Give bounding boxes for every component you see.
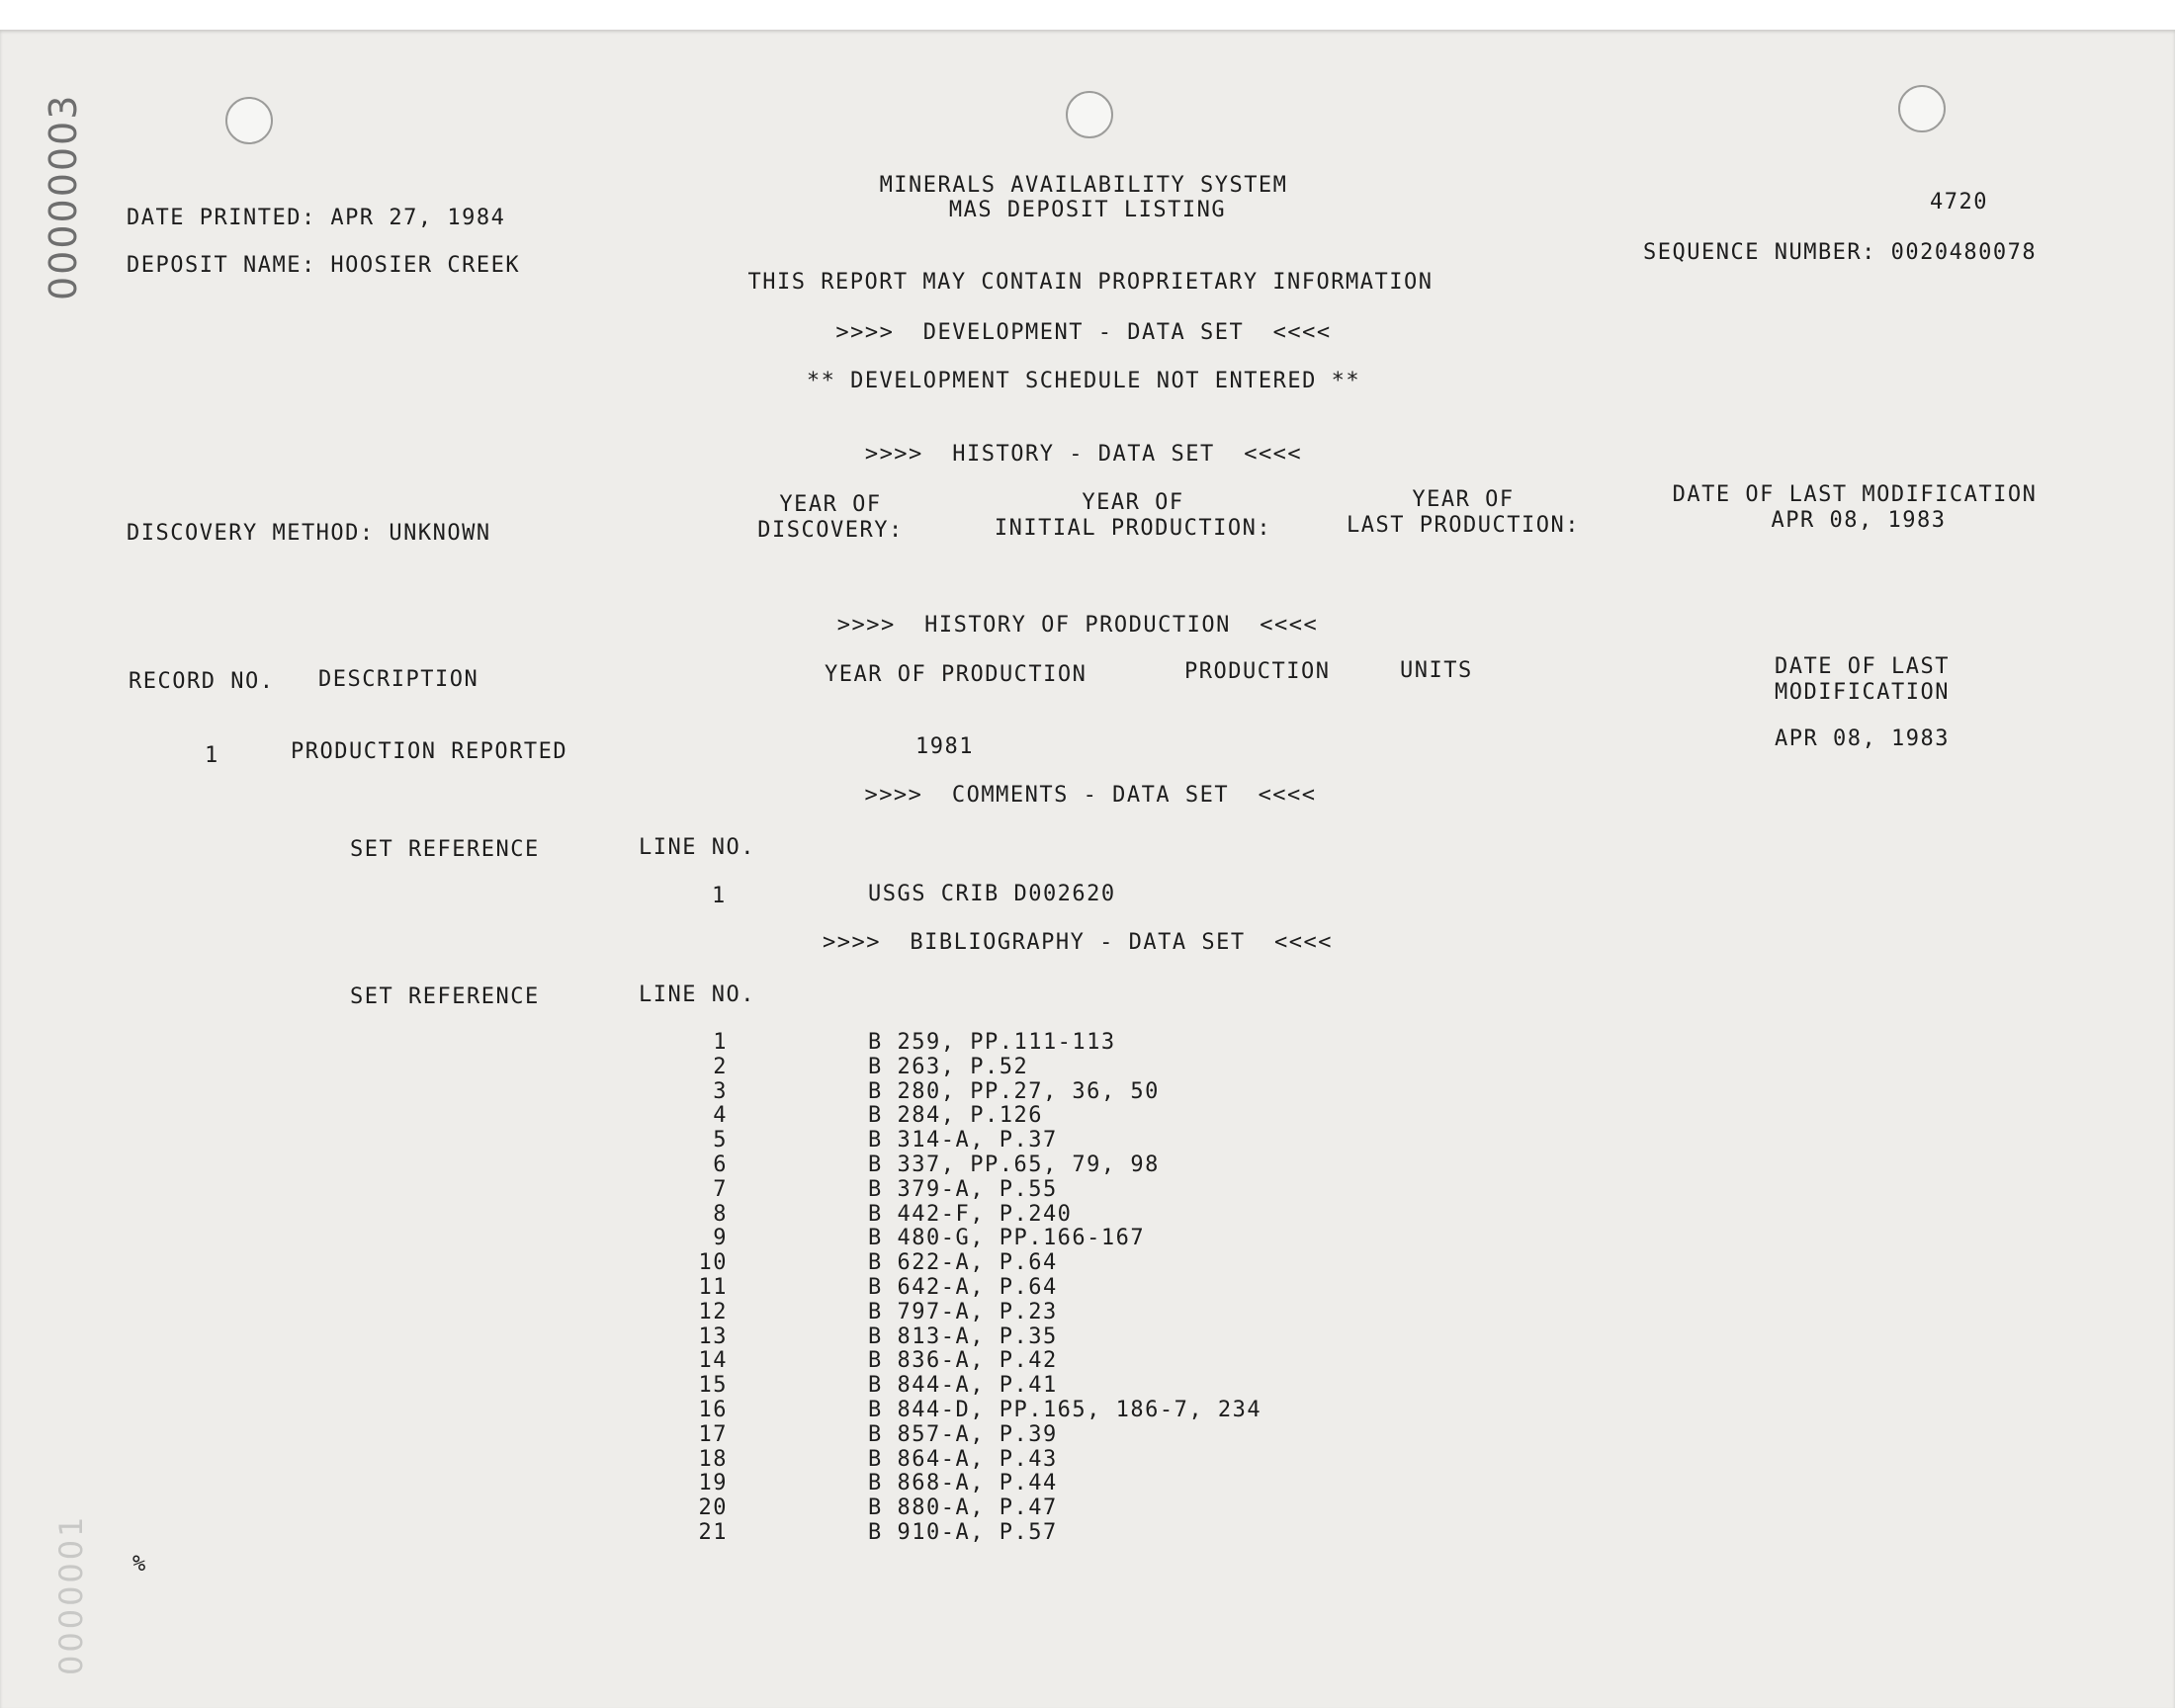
bibliography-line-no: 14 <box>698 1348 728 1374</box>
bibliography-line-no: 16 <box>698 1398 728 1422</box>
bibliography-reference: B 910-A, P.57 <box>868 1520 1058 1545</box>
bibliography-row <box>0 1495 2175 1520</box>
comment-text: USGS CRIB D002620 <box>868 882 1116 906</box>
initial-production-label: YEAR OF INITIAL PRODUCTION: <box>994 490 1272 541</box>
system-title: MINERALS AVAILABILITY SYSTEM <box>879 173 1288 198</box>
punch-hole-right <box>1898 85 1946 132</box>
bibliography-line-no: 20 <box>698 1495 728 1521</box>
bibliography-reference: B 284, P.126 <box>868 1103 1043 1129</box>
page-number: 4720 <box>1930 190 1988 214</box>
bibliography-row <box>0 1177 2175 1202</box>
bibliography-reference: B 379-A, P.55 <box>868 1176 1058 1202</box>
deposit-name: DEPOSIT NAME: HOOSIER CREEK <box>127 253 521 278</box>
bibliography-line-no: 6 <box>713 1153 728 1177</box>
bibliography-row <box>0 1324 2175 1349</box>
bibliography-row <box>0 1202 2175 1227</box>
bibliography-reference: B 813-A, P.35 <box>868 1324 1058 1349</box>
bibliography-line-no: 2 <box>713 1054 728 1079</box>
bibliography-reference: B 442-F, P.240 <box>868 1201 1073 1227</box>
punch-hole-left <box>225 97 273 144</box>
bibliography-heading: >>>> BIBLIOGRAPHY - DATA SET <<<< <box>822 930 1334 955</box>
production-record-no: 1 <box>205 743 219 768</box>
bibliography-reference: B 337, PP.65, 79, 98 <box>868 1153 1160 1177</box>
bibliography-reference: B 480-G, PP.166-167 <box>868 1226 1146 1251</box>
document-stamp-number: 00000003 <box>42 93 85 300</box>
bibliography-row <box>0 1079 2175 1104</box>
bibliography-row <box>0 1103 2175 1128</box>
bibliography-reference: B 797-A, P.23 <box>868 1299 1058 1324</box>
listing-title: MAS DEPOSIT LISTING <box>948 198 1227 222</box>
bibliography-row <box>0 1055 2175 1079</box>
bibliography-row <box>0 1520 2175 1545</box>
last-modification-label: DATE OF LAST MODIFICATION <box>1672 482 2038 507</box>
bibliography-row <box>0 1373 2175 1398</box>
last-production-label: YEAR OF LAST PRODUCTION: <box>1347 487 1580 538</box>
bibliography-line-no: 4 <box>713 1103 728 1129</box>
bibliography-row <box>0 1250 2175 1275</box>
bibliography-reference: B 263, P.52 <box>868 1054 1029 1079</box>
development-heading: >>>> DEVELOPMENT - DATA SET <<<< <box>835 320 1332 345</box>
col-description: DESCRIPTION <box>318 667 479 692</box>
bibliography-row <box>0 1348 2175 1373</box>
bibliography-row <box>0 1471 2175 1495</box>
col-year-of-production: YEAR OF PRODUCTION <box>825 662 1088 687</box>
production-heading: >>>> HISTORY OF PRODUCTION <<<< <box>836 613 1319 638</box>
bibliography-reference: B 259, PP.111-113 <box>868 1030 1116 1055</box>
bibliography-line-no: 5 <box>713 1128 728 1153</box>
discovery-method: DISCOVERY METHOD: UNKNOWN <box>127 521 491 546</box>
bibliography-row <box>0 1128 2175 1153</box>
bibliography-col-line-no: LINE NO. <box>639 982 755 1007</box>
col-units: UNITS <box>1400 658 1473 683</box>
bibliography-line-no: 1 <box>713 1030 728 1055</box>
bibliography-reference: B 836-A, P.42 <box>868 1348 1058 1374</box>
bibliography-line-no: 9 <box>713 1226 728 1251</box>
sequence-number: SEQUENCE NUMBER: 0020480078 <box>1643 240 2038 265</box>
date-printed: DATE PRINTED: APR 27, 1984 <box>127 206 506 230</box>
bibliography-reference: B 880-A, P.47 <box>868 1495 1058 1521</box>
punch-hole-center <box>1066 91 1113 138</box>
bibliography-line-no: 3 <box>713 1078 728 1104</box>
bibliography-reference: B 314-A, P.37 <box>868 1128 1058 1153</box>
production-description: PRODUCTION REPORTED <box>291 739 568 764</box>
bibliography-reference: B 844-D, PP.165, 186-7, 234 <box>868 1398 1262 1422</box>
bibliography-reference: B 868-A, P.44 <box>868 1471 1058 1496</box>
bibliography-line-no: 10 <box>698 1250 728 1276</box>
bibliography-line-no: 15 <box>698 1373 728 1399</box>
year-of-discovery-label: YEAR OF DISCOVERY: <box>757 492 904 543</box>
bibliography-row <box>0 1300 2175 1324</box>
production-modified: APR 08, 1983 <box>1775 726 1950 751</box>
faint-stamp-number: 0000001 <box>52 1513 90 1675</box>
bibliography-row <box>0 1422 2175 1447</box>
bibliography-reference: B 857-A, P.39 <box>868 1421 1058 1447</box>
comments-col-set-reference: SET REFERENCE <box>350 837 540 862</box>
bibliography-row <box>0 1275 2175 1300</box>
comments-col-line-no: LINE NO. <box>639 835 755 860</box>
bibliography-line-no: 13 <box>698 1324 728 1349</box>
col-date-last-modification: DATE OF LAST MODIFICATION <box>1775 654 1950 705</box>
bibliography-reference: B 642-A, P.64 <box>868 1275 1058 1300</box>
bibliography-row <box>0 1447 2175 1472</box>
bibliography-row <box>0 1153 2175 1177</box>
bibliography-line-no: 19 <box>698 1471 728 1496</box>
bibliography-line-no: 8 <box>713 1201 728 1227</box>
comment-line-no: 1 <box>712 884 727 908</box>
bibliography-reference: B 280, PP.27, 36, 50 <box>868 1078 1160 1104</box>
bibliography-reference: B 864-A, P.43 <box>868 1446 1058 1472</box>
bibliography-line-no: 12 <box>698 1299 728 1324</box>
proprietary-notice: THIS REPORT MAY CONTAIN PROPRIETARY INFORMATION <box>747 270 1434 295</box>
comments-heading: >>>> COMMENTS - DATA SET <<<< <box>864 783 1317 808</box>
development-note: ** DEVELOPMENT SCHEDULE NOT ENTERED ** <box>806 369 1361 393</box>
bibliography-row <box>0 1398 2175 1422</box>
bibliography-row <box>0 1226 2175 1250</box>
footer-mark: % <box>132 1552 147 1577</box>
bibliography-line-no: 11 <box>698 1275 728 1300</box>
bibliography-reference: B 622-A, P.64 <box>868 1250 1058 1276</box>
production-year: 1981 <box>915 734 974 759</box>
bibliography-reference: B 844-A, P.41 <box>868 1373 1058 1399</box>
bibliography-line-no: 18 <box>698 1446 728 1472</box>
last-modification-date: APR 08, 1983 <box>1771 508 1947 533</box>
col-record-no: RECORD NO. <box>129 669 275 694</box>
col-production: PRODUCTION <box>1184 659 1331 684</box>
bibliography-col-set-reference: SET REFERENCE <box>350 984 540 1009</box>
bibliography-line-no: 7 <box>713 1176 728 1202</box>
history-heading: >>>> HISTORY - DATA SET <<<< <box>864 442 1303 467</box>
bibliography-row <box>0 1030 2175 1055</box>
bibliography-line-no: 21 <box>698 1520 728 1545</box>
bibliography-line-no: 17 <box>698 1421 728 1447</box>
